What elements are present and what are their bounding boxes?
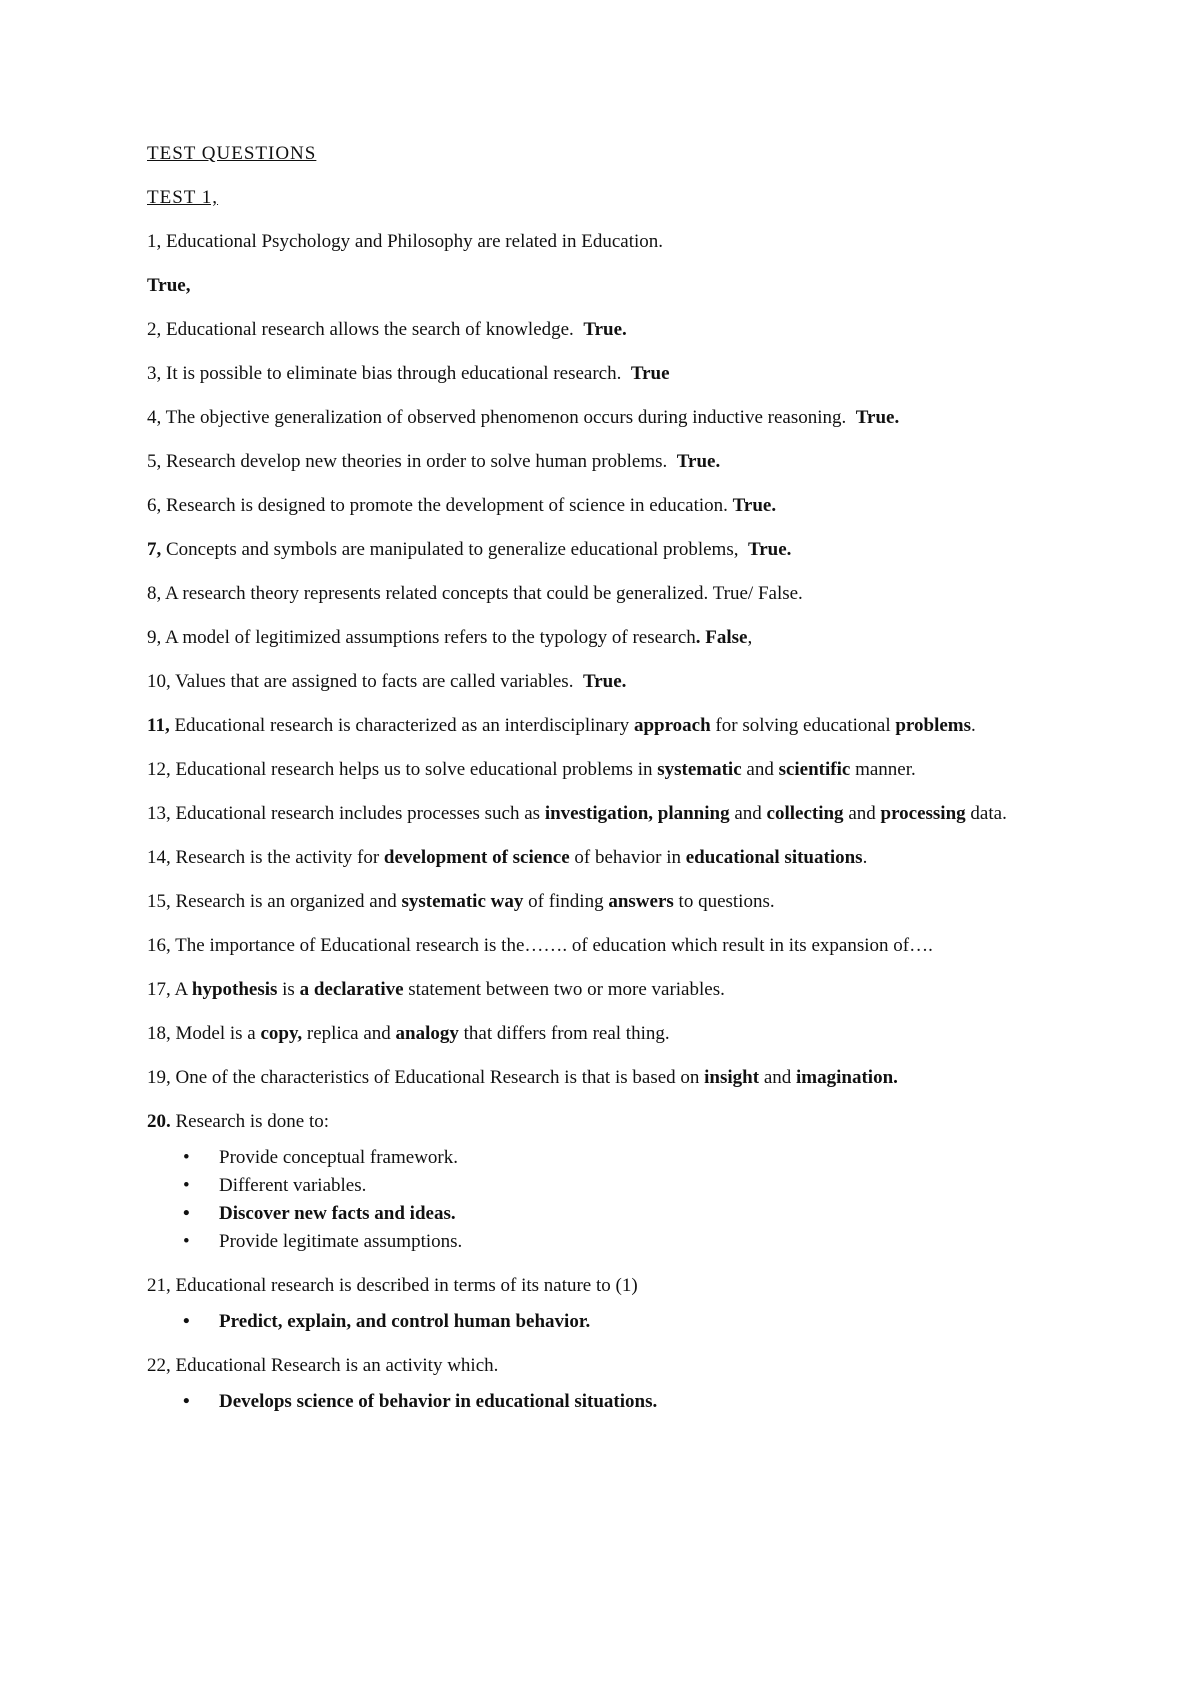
question-20-options [147,1144,1067,1256]
list-item: • Develops science of behavior in educational situations. [147,1388,1067,1416]
document-page [147,140,1067,1432]
list-item: • Predict, explain, and control human behavior. [147,1308,1067,1336]
question-12: 12, Educational research helps us to solve educational problems in systematic and scientific manner. [147,759,916,780]
bullet-icon: • [183,1231,190,1252]
question-19: 19, One of the characteristics of Educational Research is that is based on insight and imagination. [147,1067,898,1088]
question-10: 10, Values that are assigned to facts are called variables. True. [147,671,627,692]
bullet-icon: • [183,1311,190,1332]
bullet-icon: • [183,1147,190,1168]
bullet-icon: • [183,1203,190,1224]
answer: True. [732,495,777,516]
question-20: 20. Research is done to: [147,1111,330,1132]
answer: . False [695,627,748,648]
question-18: 18, Model is a copy, replica and analogy that differs from real thing. [147,1023,670,1044]
question-5: 5, Research develop new theories in order to solve human problems. True. [147,451,721,472]
answer: True. [676,451,721,472]
question-15: 15, Research is an organized and systematic way of finding answers to questions. [147,891,775,912]
answer: True. [582,671,627,692]
question-16: 16, The importance of Educational research is the……. of education which result in its expansion of…. [147,935,933,956]
question-22: 22, Educational Research is an activity which. [147,1355,499,1376]
question-1-answer: True, [147,275,191,296]
question-13: 13, Educational research includes processes such as investigation, planning and collecting and processing data. [147,803,1007,824]
question-2: 2, Educational research allows the search of knowledge. True. [147,319,627,340]
test-heading: TEST 1, [147,187,219,208]
bullet-icon: • [183,1175,190,1196]
question-14: 14, Research is the activity for development of science of behavior in educational situations. [147,847,868,868]
question-6: 6, Research is designed to promote the development of science in education. True. [147,495,777,516]
answer: True. [583,319,627,340]
answer: True. [747,539,792,560]
list-item: • Provide legitimate assumptions. [147,1228,1067,1256]
answer: True. [855,407,900,428]
question-8: 8, A research theory represents related concepts that could be generalized. True/ False. [147,583,803,604]
question-7: 7, Concepts and symbols are manipulated to generalize educational problems, True. [147,539,792,560]
question-1: 1, Educational Psychology and Philosophy are related in Education. [147,231,664,252]
question-17: 17, A hypothesis is a declarative statement between two or more variables. [147,979,725,1000]
answer: True [630,363,670,384]
question-11: 11, Educational research is characterized as an interdisciplinary approach for solving educational problems. [147,715,976,736]
list-item: • Discover new facts and ideas. [147,1200,1067,1228]
question-9: 9, A model of legitimized assumptions refers to the typology of research. False, [147,627,753,648]
question-21: 21, Educational research is described in terms of its nature to (1) [147,1275,638,1296]
question-4: 4, The objective generalization of observed phenomenon occurs during inductive reasoning. True. [147,407,900,428]
list-item: • Provide conceptual framework. [147,1144,1067,1172]
question-3: 3, It is possible to eliminate bias through educational research. True [147,363,670,384]
bullet-icon: • [183,1391,190,1412]
list-item: • Different variables. [147,1172,1067,1200]
question-22-options [147,1388,1067,1416]
question-21-options [147,1308,1067,1336]
document-title: TEST QUESTIONS [147,143,317,164]
